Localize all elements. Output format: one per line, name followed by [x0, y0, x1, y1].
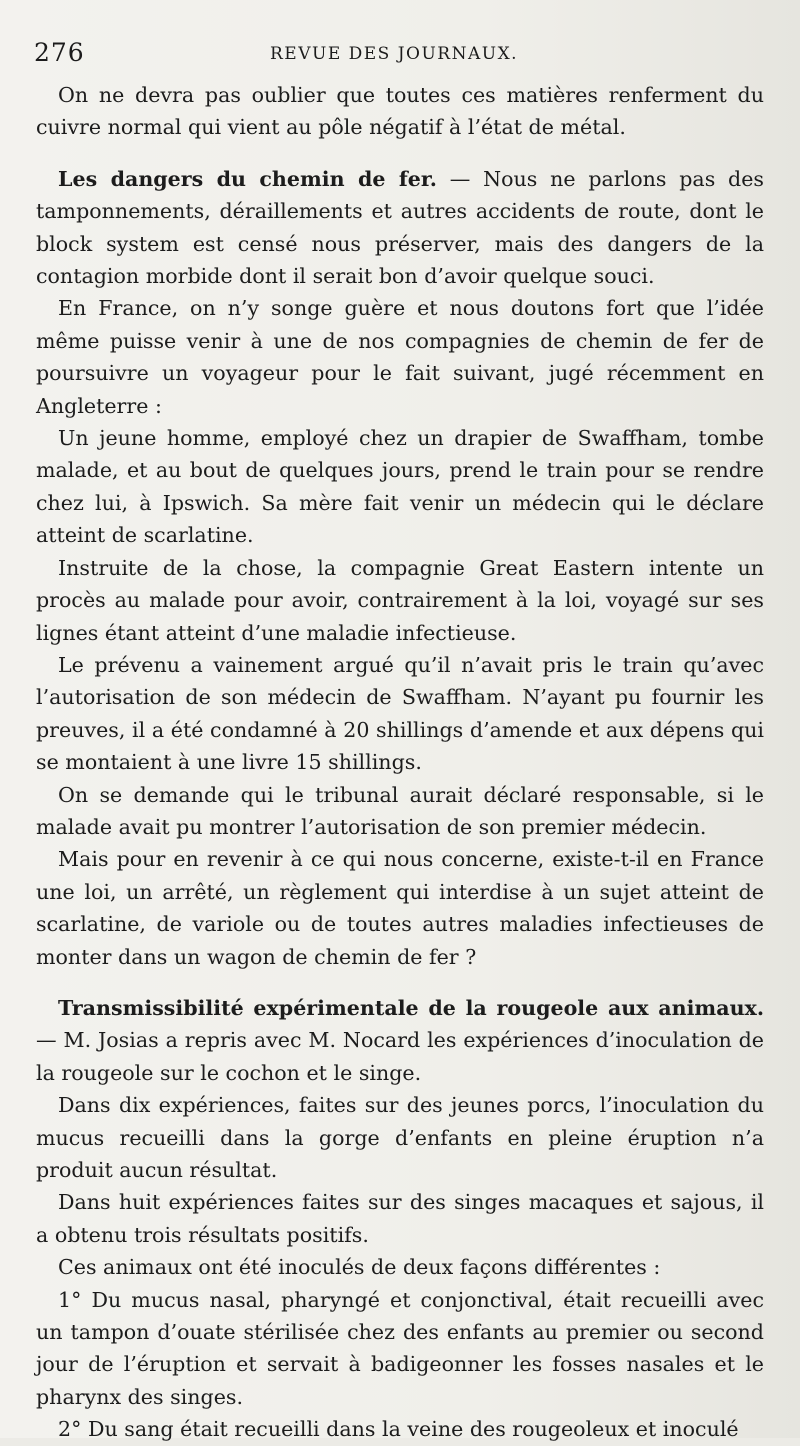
paragraph-11: Dans huit expériences faites sur des singes macaques et sajous, il a obtenu trois résultats positifs. [36, 1190, 764, 1247]
page-number: 276 [34, 38, 85, 67]
paragraph-6: Le prévenu a vainement argué qu’il n’avait pris le train qu’avec l’autorisation de son médecin de Swaffham. N’ayant pu fournir les preuves, il a été condamné à 20 shillings d’amende et aux dépens qui se montaient à une livre 15 shillings. [36, 652, 764, 775]
section-title: Les dangers du chemin de fer. [58, 166, 437, 191]
paragraph-12: Ces animaux ont été inoculés de deux façons différentes : [58, 1255, 661, 1280]
running-title: REVUE DES JOURNAUX. [270, 44, 519, 64]
body-text [36, 79, 764, 1446]
section-title: Transmissibilité expérimentale de la rougeole aux animaux. [58, 995, 764, 1020]
paragraph-7: On se demande qui le tribunal aurait déclaré responsable, si le malade avait pu montrer l’autorisation de son premier médecin. [36, 782, 764, 839]
paragraph-1: On ne devra pas oublier que toutes ces matières renferment du cuivre normal qui vient au pôle négatif à l’état de métal. [36, 83, 764, 140]
section-dangers-chemin-de-fer: Les dangers du chemin de fer. — Nous ne parlons pas des tamponnements, déraillements et autres accidents de route, dont le block system est censé nous préserver, mais des dangers de la contagion morbide dont il serait bon d’avoir quelque souci. [36, 166, 764, 289]
paragraph-10: Dans dix expériences, faites sur des jeunes porcs, l’inoculation du mucus recueilli dans la gorge d’enfants en pleine éruption n’a produit aucun résultat. [36, 1093, 764, 1182]
paragraph-5: Instruite de la chose, la compagnie Great Eastern intente un procès au malade pour avoir, contrairement à la loi, voyagé sur ses lignes étant atteint d’une maladie infectieuse. [36, 555, 764, 645]
paragraph-8: Mais pour en revenir à ce qui nous concerne, existe-t-il en France une loi, un arrêté, un règlement qui interdise à un sujet atteint de scarlatine, de variole ou de toutes autres maladies infectieuses de monter dans un wagon de chemin de fer ? [36, 847, 764, 969]
section-rougeole: Transmissibilité expérimentale de la rougeole aux animaux. — M. Josias a repris avec M. Nocard les expériences d’inoculation de la rougeole sur le cochon et le singe. [36, 995, 764, 1085]
paragraph-4: Un jeune homme, employé chez un drapier de Swaffham, tombe malade, et au bout de quelques jours, prend le train pour se rendre chez lui, à Ipswich. Sa mère fait venir un médecin qui le déclare atteint de scarlatine. [36, 426, 764, 548]
paragraph-3: En France, on n’y songe guère et nous doutons fort que l’idée même puisse venir à une de nos compagnies de chemin de fer de poursuivre un voyageur pour le fait suivant, jugé récemment en Angleterre : [36, 296, 764, 418]
list-item-2: 2° Du sang était recueilli dans la veine des rougeoleux et inoculé [58, 1417, 739, 1442]
page-header [34, 38, 766, 72]
list-item-1: 1° Du mucus nasal, pharyngé et conjonctival, était recueilli avec un tampon d’ouate stérilisée chez des enfants au premier ou second jour de l’éruption et servait à badigeonner les fosses nasales et le pharynx des singes. [36, 1287, 764, 1409]
